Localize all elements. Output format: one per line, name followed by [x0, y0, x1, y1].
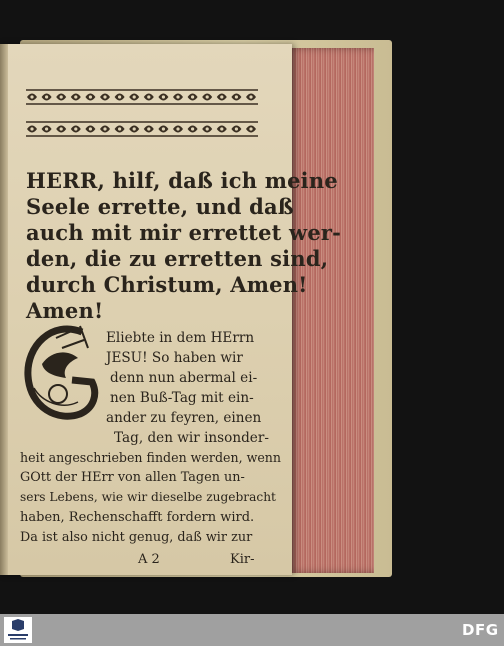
book-fore-edge [287, 48, 374, 573]
signature-mark: A 2 [138, 552, 160, 567]
prayer-line: HERR, hilf, daß ich meine [26, 168, 338, 193]
body-line: ander zu feyren, einen [106, 410, 262, 426]
library-logo-icon[interactable] [4, 617, 32, 643]
footer-bar [0, 614, 504, 646]
page-gutter [0, 44, 8, 575]
body-line: GOtt der HErr von allen Tagen un- [20, 470, 245, 485]
prayer-line: Amen! [26, 298, 104, 323]
body-line: Da ist also nicht genug, daß wir zur [20, 530, 253, 545]
ornament-band-bottom [24, 118, 260, 140]
body-line: sers Lebens, wie wir dieselbe zugebracht [20, 490, 276, 504]
body-line: haben, Rechenschafft fordern wird. [20, 510, 255, 525]
body-line: Tag, den wir insonder- [114, 430, 269, 446]
body-line: denn nun abermal ei- [110, 370, 258, 386]
prayer-line: auch mit mir errettet wer- [26, 220, 342, 245]
catchword: Kir- [230, 552, 255, 567]
prayer-line: durch Christum, Amen! [26, 272, 308, 297]
prayer-line: den, die zu erretten sind, [26, 246, 329, 271]
decorated-initial-g [22, 318, 106, 426]
body-line: nen Buß-Tag mit ein- [110, 390, 254, 406]
body-line: JESU! So haben wir [106, 350, 243, 366]
body-line: Eliebte in dem HErrn [106, 330, 255, 346]
dfg-logo[interactable]: DFG [462, 621, 499, 639]
body-line: heit angeschrieben finden werden, wenn [20, 450, 282, 465]
prayer-line: Seele errette, und daß [26, 194, 294, 219]
ornament-band-top [24, 86, 260, 108]
